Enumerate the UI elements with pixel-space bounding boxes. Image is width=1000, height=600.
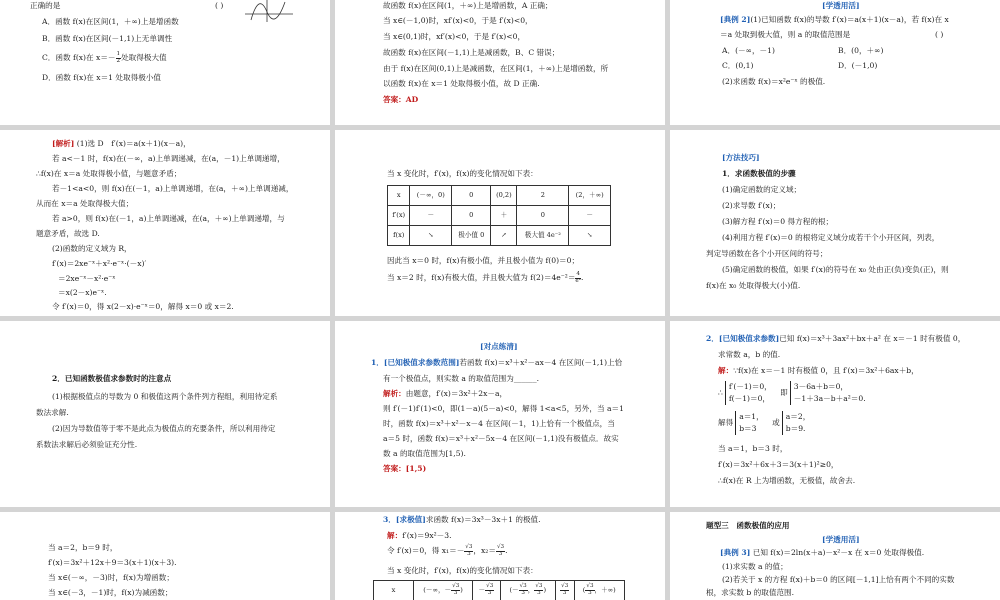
text-line: 当 x∈(0,1)时，xf′(x)<0，于是 f′(x)<0，	[383, 32, 526, 41]
example-line	[720, 547, 1000, 559]
example-text-2: ＝a 处取到极大值，则 a 的取值范围是	[720, 30, 851, 39]
table-cell: ↗	[491, 226, 517, 246]
text-line: ∵f(x)在 x＝－1 时有极值 0，且 f′(x)＝3x²＋6ax＋b，	[733, 366, 919, 375]
text-line: 令 f′(x)＝0，得 x₁＝－	[387, 546, 465, 556]
problem-line	[371, 357, 665, 369]
problem-label: 1．[已知极值求参数范围]	[371, 358, 460, 367]
eq: 3－6a＋b＝0，	[793, 382, 849, 391]
text-line: 当 x 变化时，f′(x)，f(x)的变化情况如下表：	[387, 566, 538, 575]
answer-label: 答案：	[383, 95, 406, 104]
variation-table	[387, 185, 611, 246]
table-cell: ( $\frac{√3}{3}$ ，＋∞)	[574, 581, 624, 600]
option-d: D．(－1,0)	[838, 61, 878, 70]
text-line: (2)求导数 f′(x)；	[722, 201, 781, 210]
text-line: 故函数 f(x)在区间(1，＋∞)上是增函数，A 正确；	[383, 1, 553, 10]
text-line: (1)确定函数的定义域；	[722, 185, 802, 194]
text-line: 数法求解.	[36, 408, 69, 417]
table-cell: ↘	[410, 226, 452, 246]
text-line: (1)根据极值点的导数为 0 和极值这两个条件列方程组，利用待定系	[52, 392, 278, 401]
text-line: 当 x∈(－∞，－3)时，f(x)为增函数；	[48, 573, 174, 582]
table-cell: f′(x)	[388, 206, 410, 226]
text-line: (2)因为导数值等于零不是此点为极值点的充要条件，所以利用待定	[52, 424, 276, 433]
text-line: (3)解方程 f′(x)＝0 得方程的根；	[722, 217, 834, 226]
fraction-den: 3	[588, 590, 592, 596]
eq: b＝9.	[785, 423, 806, 433]
table-row	[388, 226, 611, 246]
text-line: ∴f(x)在 R 上为增函数，无极值，故舍去.	[718, 476, 856, 485]
option-a: A．函数 f(x)在区间(1，＋∞)上是增函数	[42, 17, 179, 26]
answer-value: AD	[405, 95, 419, 104]
problem-text: 求函数 f(x)＝3x³－3x＋1 的极值.	[425, 515, 541, 524]
answer-line	[383, 94, 665, 106]
fraction-den: 3	[453, 590, 458, 596]
table-cell: －	[569, 206, 611, 226]
text-line: ＝2xe⁻ˣ－x²·e⁻ˣ	[58, 274, 116, 283]
slide-9	[670, 321, 1000, 507]
fraction-num: √3	[486, 583, 494, 590]
text-line: 求常数 a，b 的值.	[718, 350, 781, 359]
solution-label: 解：	[387, 531, 403, 540]
sub-question: (2)求函数 f(x)＝x²e⁻ˣ 的极值.	[722, 77, 826, 86]
eq: b＝3	[739, 423, 757, 433]
conclusion-text: 当 x＝2 时，f(x)有极大值，并且极大值为 f(2)＝4e⁻²＝	[387, 273, 576, 283]
option-c: C．(0,1)	[722, 61, 754, 70]
text-line: ＝x(2－x)e⁻ˣ.	[58, 288, 107, 297]
option-c-tail: 处取得极大值	[121, 53, 167, 63]
problem-label: 2．[已知极值求参数]	[706, 334, 780, 343]
table-intro: 当 x 变化时，f′(x)，f(x)的变化情况如下表：	[387, 169, 538, 178]
slide-12	[670, 512, 1000, 600]
text-line: 当 a＝1，b＝3 时，	[718, 444, 788, 453]
fraction-den: 3	[467, 550, 471, 557]
table-cell: (－ $\frac{√3}{3}$ ， $\frac{√3}{3}$ )	[500, 581, 555, 600]
fraction-den: 3	[521, 590, 525, 596]
slide-3	[670, 0, 1000, 125]
fraction-num: 1	[116, 51, 121, 57]
table-row	[388, 186, 611, 206]
fraction	[575, 272, 581, 284]
slide-10	[0, 512, 330, 600]
text-line: 数 a 的取值范围为[1,5).	[383, 449, 466, 458]
slide-6	[670, 130, 1000, 316]
conclusion-line: 因此当 x＝0 时，f(x)有极小值，并且极小值为 f(0)＝0；	[387, 256, 580, 265]
connector: 即	[780, 387, 788, 397]
text-line: 若 a<－1 时，f(x)在(－∞，a)上单调递减，在(a，－1)上单调递增，	[52, 154, 285, 163]
connector: 或	[772, 417, 780, 427]
option-c-text: C．函数 f(x)在 x＝	[42, 53, 108, 63]
text-line: (4)利用方程 f′(x)＝0 的根将定义域分成若干个小开区间，列表，	[722, 233, 940, 242]
answer-label: 答案：	[383, 464, 406, 473]
text-line: 令 f′(x)＝0，得 x(2－x)·e⁻ˣ＝0，解得 x＝0 或 x＝2.	[52, 302, 234, 311]
problem-label: 3．[求极值]	[383, 515, 426, 524]
slide-8	[335, 321, 665, 507]
eq: f(－1)＝0，	[728, 393, 771, 403]
slide-4	[0, 130, 330, 316]
text-line: 则 f′(－1)f′(1)<0，即(1－a)(5－a)<0，解得 1<a<5，另外，当 a＝1	[383, 404, 624, 413]
slide-5	[335, 130, 665, 316]
example-line	[720, 14, 1000, 26]
fraction	[496, 545, 505, 557]
table-cell	[555, 581, 574, 600]
fraction-num: √3	[586, 583, 594, 590]
text-line: f′(x)＝3x²＋6x＋3＝3(x＋1)²≥0，	[718, 460, 839, 469]
text-line: 时，函数 f(x)＝x³＋x²－x－4 在区间(－1，1)上恰有一个极值点，当	[383, 419, 615, 428]
table-cell: (0,2)	[491, 186, 517, 206]
problem-line	[383, 514, 665, 526]
slide-7	[0, 321, 330, 507]
text-line: 系数法求解后必须验证充分性.	[36, 440, 138, 449]
table-cell: (2，＋∞)	[569, 186, 611, 206]
solution-line	[387, 530, 665, 542]
example-text: 已知 f(x)＝2ln(x＋a)－x²－x 在 x＝0 处取得极值.	[752, 548, 925, 557]
eq: f′(－1)＝0，	[728, 382, 772, 391]
fraction-den: 3	[498, 550, 503, 557]
problem-text: 若函数 f(x)＝x³＋x²－ax－4 在区间(－1,1)上恰	[459, 358, 623, 367]
table-cell: x	[388, 186, 410, 206]
text-line: a＝5 时，函数 f(x)＝x³＋x²－5x－4 在区间(－1,1)没有极值点．故实	[383, 434, 619, 443]
fraction-num: √3	[535, 583, 543, 590]
section-tag: [对点练清]	[480, 342, 518, 351]
sub-question: (2)若关于 x 的方程 f(x)＋b＝0 的区间[－1,1]上恰有两个不同的实数	[722, 575, 955, 584]
table-cell: (－∞，0)	[410, 186, 452, 206]
fraction-den: 3	[487, 590, 492, 596]
text-line: 判定导函数在各个小开区间的符号；	[706, 249, 828, 258]
text-line: 从而在 x＝a 处取得极大值；	[36, 199, 134, 208]
slide-1	[0, 0, 330, 125]
analysis-line	[52, 138, 330, 150]
example-label: [典例 2]	[720, 15, 751, 24]
text-line: 题意矛盾，故选 D.	[36, 229, 100, 238]
answer-bracket: ( )	[935, 30, 944, 39]
fraction-den: 2	[116, 57, 121, 64]
table-cell: 极小值 0	[452, 226, 491, 246]
section-title: 题型三 函数极值的应用	[706, 521, 790, 530]
text-line: 当 x∈(－1,0)时，xf′(x)<0，于是 f′(x)<0，	[383, 16, 533, 25]
solution-label: 解：	[718, 366, 734, 375]
text-line: 由于 f(x)在区间(0,1)上是减函数，在区间(1，＋∞)上是增函数，所	[383, 64, 609, 73]
fraction-num: 4	[576, 271, 580, 277]
answer-bracket: ( )	[215, 1, 224, 10]
fraction-num: √3	[465, 544, 473, 550]
text-line: 有一个极值点，则实数 a 的取值范围为______.	[383, 374, 540, 383]
text-line: (1)选 D f′(x)＝a(x＋1)(x－a)，	[76, 139, 191, 148]
eq: a＝1，	[739, 412, 764, 421]
slide-2	[335, 0, 665, 125]
text-line: ∴f(x)在 x＝a 处取得极小值，与题意矛盾；	[36, 169, 182, 178]
text-line: f′(x)＝2xe⁻ˣ＋x²·e⁻ˣ·(－x)′	[52, 259, 147, 268]
fraction-num: √3	[452, 583, 460, 590]
answer-line	[383, 463, 665, 475]
table-cell: － $\frac{√3}{3}$	[473, 581, 501, 600]
problem-text: 已知 f(x)＝x³＋3ax²＋bx＋a² 在 x＝－1 时有极值 0，	[779, 334, 966, 343]
text-line: f′(x)＝9x²－3.	[402, 531, 452, 540]
note-heading: 2．已知函数极值求参数时的注意点	[52, 374, 172, 383]
text-line: ，x₂＝	[473, 546, 496, 556]
eq: －1＋3a－b＋a²＝0.	[793, 393, 866, 403]
table-cell: 0	[452, 206, 491, 226]
method-heading: 1．求函数极值的步骤	[722, 169, 796, 178]
text-line: 当 x∈(－3，－1)时，f(x)为减函数；	[48, 588, 173, 597]
eq: a＝2，	[785, 412, 811, 421]
table-cell: f(x)	[388, 226, 410, 246]
fraction-num: √3	[561, 583, 569, 590]
text-line: 由题意，f′(x)＝3x²＋2x－a，	[405, 389, 508, 398]
method-label: [方法技巧]	[722, 153, 760, 162]
table-cell: 0	[452, 186, 491, 206]
solution-line	[718, 365, 1000, 377]
analysis-label: [解析]	[52, 139, 75, 148]
answer-value: [1,5)	[405, 464, 427, 473]
example-text: (1)已知函数 f(x)的导数 f′(x)＝a(x＋1)(x－a)，若 f(x)在 x	[750, 15, 949, 24]
table-row	[388, 206, 611, 226]
table-cell: x	[374, 581, 414, 600]
table-cell: －	[410, 206, 452, 226]
problem-line	[706, 333, 1000, 345]
variation-table	[373, 580, 625, 600]
solution-system	[718, 411, 810, 435]
table-cell: 0	[517, 206, 569, 226]
text-line: (2)函数的定义域为 R，	[52, 244, 132, 253]
text-line: f′(x)＝3x²＋12x＋9＝3(x＋1)(x＋3).	[48, 558, 177, 567]
section-tag: [学透用活]	[822, 535, 860, 544]
equation-system: ∴ f′(－1)＝0， f(－1)＝0， 即 3－6a＋b＝0， －1＋3a－b＋a²＝0.	[718, 382, 866, 403]
text-line: 若－1<a<0，则 f(x)在(－1，a)上单调递增，在(a，＋∞)上单调递减，	[52, 184, 294, 193]
sub-question: (1)求实数 a 的值；	[722, 562, 788, 571]
table-cell: ＋	[491, 206, 517, 226]
option-b: B．函数 f(x)在区间(－1,1)上无单调性	[42, 34, 173, 43]
sub-question: 根，求实数 b 的取值范围.	[706, 588, 795, 597]
option-a: A．(－∞，－1)	[722, 46, 775, 55]
section-tag: [学透用活]	[822, 1, 860, 10]
fraction-den: 3	[537, 590, 541, 596]
conclusion-line-2: 当 x＝2 时，f(x)有极大值，并且极大值为 f(2)＝4e⁻²＝ $\frac{4}{\text{e²}}$ .	[387, 271, 584, 284]
table-cell: ↘	[569, 226, 611, 246]
text-line: f(x)在 x₀ 处取得极大(小)值.	[706, 281, 801, 290]
text-line: 以函数 f(x)在 x＝1 处取得极小值，故 D 正确.	[383, 79, 540, 88]
table-cell: 极大值 4e⁻²	[517, 226, 569, 246]
roots-line: 令 f′(x)＝0，得 x₁＝－ $\frac{√3}{3}$ ，x₂＝ $\frac{√3}{3}$ .	[387, 544, 508, 557]
fraction-num: √3	[519, 583, 527, 590]
option-c	[42, 52, 330, 64]
fraction-den: e²	[575, 277, 581, 284]
slide-11	[335, 512, 665, 600]
table-cell: 2	[517, 186, 569, 206]
sign: －	[107, 53, 116, 63]
option-b: B．(0，＋∞)	[838, 46, 884, 55]
text-line: 若 a>0，则 f(x)在(－1，a)上单调递减，在(a，＋∞)上单调递增，与	[52, 214, 285, 223]
table-cell: (－∞，－ $\frac{√3}{3}$ )	[414, 581, 473, 600]
table-row	[374, 581, 625, 600]
text-line: 当 a＝2，b＝9 时，	[48, 543, 118, 552]
option-d: D．函数 f(x)在 x＝1 处取得极小值	[42, 73, 161, 82]
connector: 解得	[718, 417, 734, 427]
solution-line	[383, 388, 665, 400]
example-label: [典例 3]	[720, 548, 751, 557]
question-stem: 正确的是	[30, 1, 61, 10]
fraction-num: √3	[496, 544, 505, 550]
text-line: (5)确定函数的极值，如果 f′(x)的符号在 x₀ 处由正(负)变负(正)，则	[722, 265, 949, 274]
text-line: 故函数 f(x)在区间(－1,1)上是减函数，B、C 错误；	[383, 48, 560, 57]
fraction-den: 3	[562, 590, 567, 596]
solution-label: 解析：	[383, 389, 406, 398]
